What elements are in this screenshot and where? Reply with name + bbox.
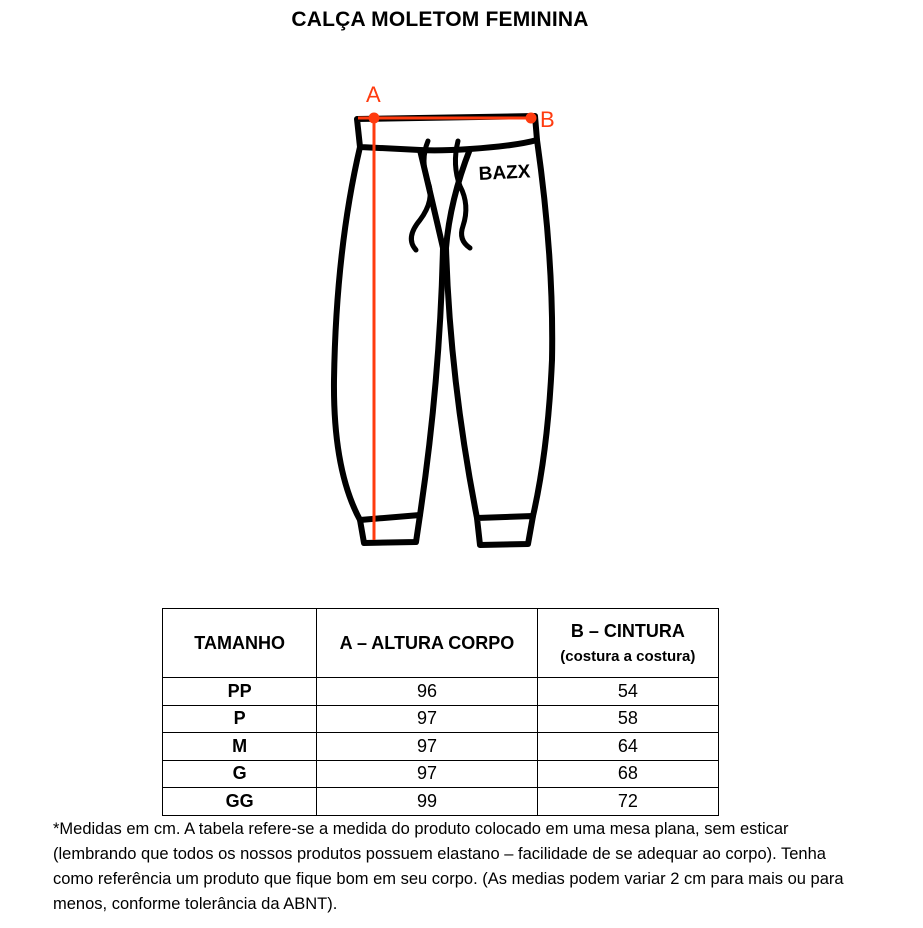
left-cuff-outline xyxy=(360,515,420,543)
table-header-row xyxy=(163,609,719,678)
label-b: B xyxy=(540,107,555,132)
right-inseam-outline xyxy=(446,248,477,518)
row-height: 97 xyxy=(317,760,537,788)
table-row xyxy=(163,733,719,761)
waistband-outline xyxy=(357,116,537,150)
footnote: *Medidas em cm. A tabela refere-se a medida do produto colocado em uma mesa plana, sem esticar (lembrando que todos os nossos produtos possuem elastano – facilidade de se adequar ao corpo). Tenha como referência um produto que fique bom em seu corpo. (As medias podem variar 2 cm para mais ou para menos, conforme tolerância da ABNT). xyxy=(53,820,844,913)
header-waist-subtitle: (costura a costura) xyxy=(560,648,696,665)
page-title: CALÇA MOLETOM FEMININA xyxy=(291,8,589,31)
row-size: GG xyxy=(163,788,317,816)
table-row xyxy=(163,705,719,733)
left-inseam-outline xyxy=(420,248,443,515)
table-row xyxy=(163,760,719,788)
row-waist: 68 xyxy=(537,760,718,788)
right-leg-outline xyxy=(533,140,552,516)
measure-point-a xyxy=(369,113,380,124)
header-size: TAMANHO xyxy=(163,609,317,678)
row-size: G xyxy=(163,760,317,788)
row-waist: 64 xyxy=(537,733,718,761)
row-size: PP xyxy=(163,678,317,706)
table-row xyxy=(163,788,719,816)
row-height: 97 xyxy=(317,705,537,733)
right-cuff-outline xyxy=(477,516,533,545)
size-table xyxy=(162,608,719,816)
row-waist: 72 xyxy=(537,788,718,816)
row-height: 97 xyxy=(317,733,537,761)
row-height: 99 xyxy=(317,788,537,816)
label-a: A xyxy=(366,82,381,107)
row-waist: 58 xyxy=(537,705,718,733)
brand-logo-text: BAZX xyxy=(478,161,531,185)
row-size: M xyxy=(163,733,317,761)
header-waist xyxy=(537,609,718,678)
measure-point-b xyxy=(526,113,537,124)
table-row xyxy=(163,678,719,706)
header-height: A – ALTURA CORPO xyxy=(317,609,537,678)
header-waist-title: B – CINTURA xyxy=(570,621,685,641)
left-leg-outline xyxy=(334,147,360,520)
row-size: P xyxy=(163,705,317,733)
row-height: 96 xyxy=(317,678,537,706)
row-waist: 54 xyxy=(537,678,718,706)
